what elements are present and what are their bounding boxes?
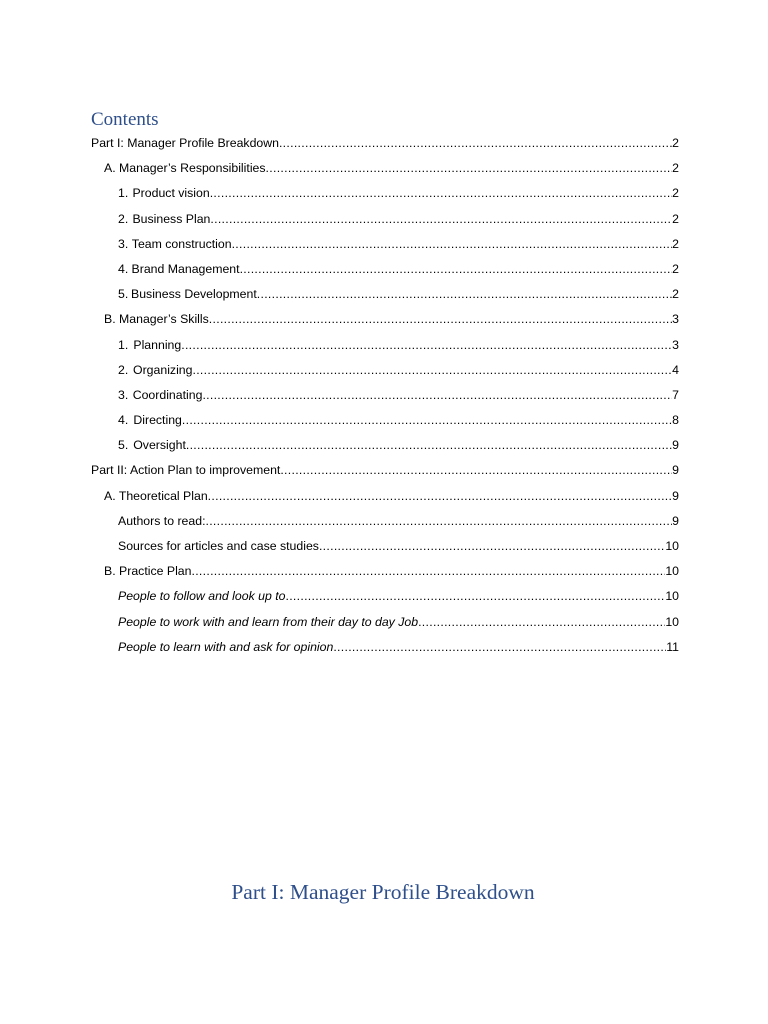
toc-leader-dots xyxy=(286,584,666,609)
toc-entry-page: 2 xyxy=(672,287,679,302)
toc-entry-title: Product vision xyxy=(132,186,210,201)
toc-entry[interactable] xyxy=(91,484,679,509)
toc-entry-number: 4. xyxy=(118,261,129,276)
toc-entry[interactable] xyxy=(91,635,679,660)
toc-entry-page: 9 xyxy=(672,438,679,453)
toc-entry[interactable] xyxy=(91,232,679,257)
toc-leader-dots xyxy=(186,433,672,458)
toc-entry-title: Brand Management xyxy=(131,261,240,276)
toc-entry-title: Coordinating xyxy=(132,387,203,402)
toc-leader-dots xyxy=(208,484,672,509)
toc-entry[interactable] xyxy=(91,156,679,181)
toc-leader-dots xyxy=(182,408,672,433)
toc-entry-page: 8 xyxy=(672,413,679,428)
toc-entry-title: Sources for articles and case studies xyxy=(118,539,319,553)
toc-entry-page: 2 xyxy=(672,236,679,251)
toc-entry-title: B. Manager’s Skills xyxy=(104,312,209,327)
toc-entry-page: 9 xyxy=(672,463,679,478)
toc-leader-dots xyxy=(191,559,665,584)
toc-leader-dots xyxy=(209,307,672,332)
toc-heading: Contents xyxy=(91,109,159,130)
toc-entry[interactable] xyxy=(91,534,679,559)
toc-entry[interactable] xyxy=(91,307,679,332)
toc-entry-page: 2 xyxy=(672,186,679,201)
toc-entry-page: 10 xyxy=(665,589,679,604)
toc-entry-page: 4 xyxy=(672,362,679,377)
toc-leader-dots xyxy=(192,358,672,383)
toc-leader-dots xyxy=(257,282,672,307)
toc-entry-page: 11 xyxy=(666,639,679,654)
toc-leader-dots xyxy=(240,257,673,282)
toc-leader-dots xyxy=(418,610,665,635)
toc-entry-title: Team construction xyxy=(131,236,232,251)
toc-leader-dots xyxy=(333,635,666,660)
toc-entry-title: Directing xyxy=(133,413,182,428)
toc-entry-title: Business Plan xyxy=(132,211,211,226)
toc-leader-dots xyxy=(266,156,673,181)
toc-leader-dots xyxy=(280,458,672,483)
toc-entry[interactable] xyxy=(91,131,679,156)
toc-entry-title: Business Development xyxy=(131,287,257,302)
toc-entry-title: People to learn with and ask for opinion xyxy=(118,639,334,654)
toc-entry[interactable] xyxy=(91,559,679,584)
section-heading-text: Part I: Manager Profile Breakdown xyxy=(231,880,535,904)
toc-entry-page: 2 xyxy=(672,161,679,176)
table-of-contents xyxy=(91,131,679,660)
toc-entry-title: Oversight xyxy=(133,438,186,453)
toc-entry[interactable] xyxy=(91,207,679,232)
toc-entry[interactable] xyxy=(91,282,679,307)
toc-entry[interactable] xyxy=(91,358,679,383)
toc-entry-page: 10 xyxy=(665,564,679,579)
toc-leader-dots xyxy=(232,232,673,257)
toc-entry[interactable] xyxy=(91,408,679,433)
toc-entry-title: People to work with and learn from their day to day Job xyxy=(118,614,419,629)
toc-entry[interactable] xyxy=(91,610,679,635)
toc-entry-page: 3 xyxy=(672,337,679,352)
toc-entry-title: People to follow and look up to xyxy=(118,589,286,604)
toc-leader-dots xyxy=(206,509,673,534)
toc-entry-title: Authors to read: xyxy=(118,513,206,528)
toc-entry-title: Part II: Action Plan to improvement xyxy=(91,463,281,478)
toc-entry-page: 2 xyxy=(672,211,679,226)
toc-entry-page: 9 xyxy=(672,513,679,528)
toc-entry-number: 3. xyxy=(118,236,129,251)
toc-entry[interactable] xyxy=(91,584,679,609)
toc-entry-page: 10 xyxy=(665,539,679,553)
toc-entry[interactable] xyxy=(91,333,679,358)
toc-entry-title: B. Practice Plan xyxy=(104,564,192,579)
toc-entry-page: 9 xyxy=(672,488,679,503)
toc-leader-dots xyxy=(210,207,672,232)
toc-entry-number: 5. xyxy=(118,287,129,302)
toc-entry[interactable] xyxy=(91,257,679,282)
toc-entry-page: 2 xyxy=(672,136,679,150)
toc-leader-dots xyxy=(279,131,672,156)
section-heading xyxy=(0,877,768,907)
toc-entry-title: A. Manager’s Responsibilities xyxy=(104,161,266,176)
toc-leader-dots xyxy=(181,333,672,358)
toc-entry-title: Planning xyxy=(133,337,182,352)
toc-entry-page: 10 xyxy=(665,614,679,629)
toc-entry-title: Part I: Manager Profile Breakdown xyxy=(91,136,279,150)
toc-leader-dots xyxy=(202,383,672,408)
toc-leader-dots xyxy=(319,534,665,559)
toc-entry-title: Organizing xyxy=(133,362,193,377)
toc-entry-number: 2. xyxy=(118,362,129,377)
toc-entry-page: 3 xyxy=(672,312,679,327)
toc-entry-page: 7 xyxy=(672,387,679,402)
toc-leader-dots xyxy=(210,181,672,206)
toc-entry[interactable] xyxy=(91,181,679,206)
toc-entry[interactable] xyxy=(91,433,679,458)
toc-entry-number: 2. xyxy=(118,211,129,226)
toc-entry-number: 4. xyxy=(118,413,129,428)
toc-entry-number: 1. xyxy=(118,337,129,352)
toc-entry[interactable] xyxy=(91,383,679,408)
toc-entry-number: 1. xyxy=(118,186,129,201)
toc-entry-title: A. Theoretical Plan xyxy=(104,488,208,503)
toc-entry[interactable] xyxy=(91,509,679,534)
toc-entry[interactable] xyxy=(91,458,679,483)
toc-entry-page: 2 xyxy=(672,261,679,276)
toc-entry-number: 3. xyxy=(118,387,129,402)
toc-entry-number: 5. xyxy=(118,438,129,453)
